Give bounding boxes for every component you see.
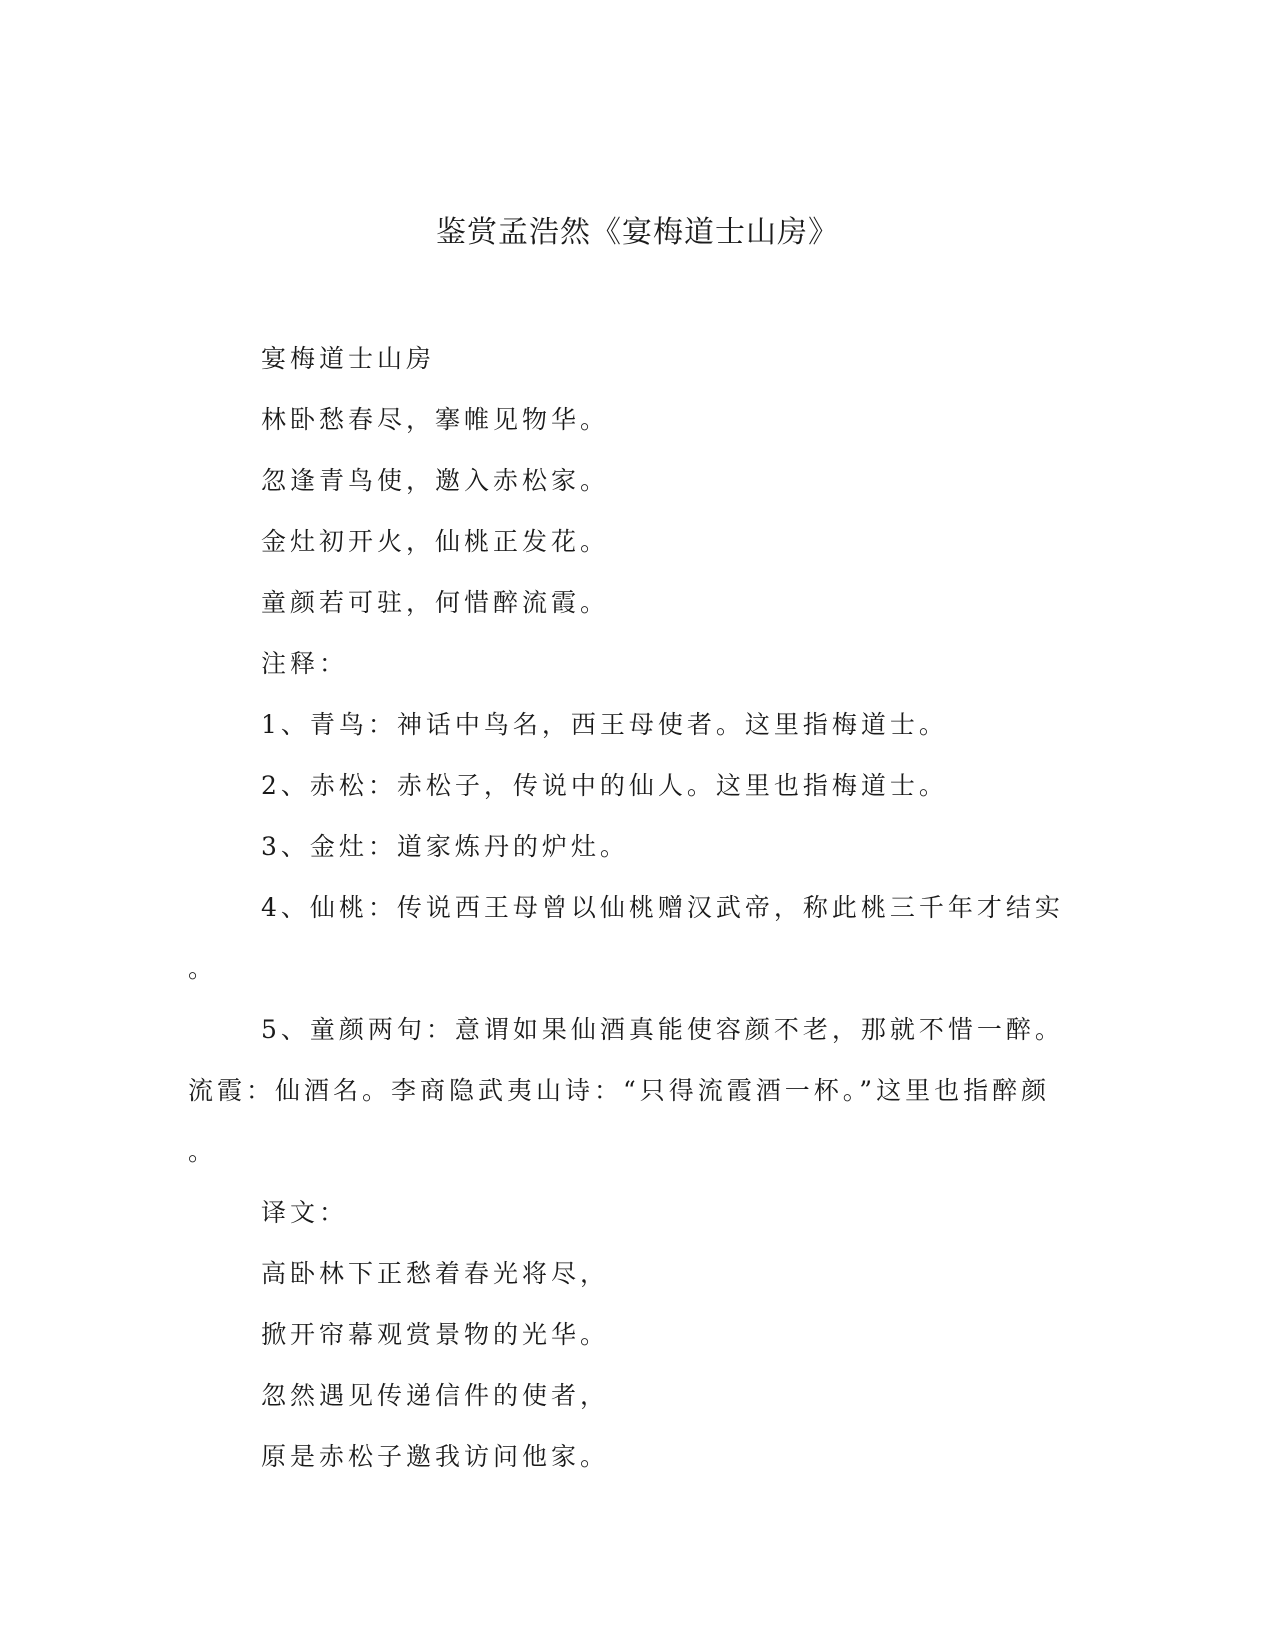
note-2: 2、赤松：赤松子，传说中的仙人。这里也指梅道士。 xyxy=(261,771,948,800)
note-5-line-2: 流霞：仙酒名。李商隐武夷山诗：“只得流霞酒一杯。”这里也指醉颜 xyxy=(188,1076,1051,1105)
document-body xyxy=(188,328,1064,1487)
poem-line: 童颜若可驻，何惜醉流霞。 xyxy=(261,588,610,617)
note-1: 1、青鸟：神话中鸟名，西王母使者。这里指梅道士。 xyxy=(261,710,948,739)
note-4-line-2: 。 xyxy=(188,954,218,983)
page-title: 鉴赏孟浩然《宴梅道士山房》 xyxy=(436,215,839,250)
translation-line: 忽然遇见传递信件的使者， xyxy=(261,1381,610,1410)
poem-line: 林卧愁春尽，搴帷见物华。 xyxy=(261,405,610,434)
translation-line: 高卧林下正愁着春光将尽， xyxy=(261,1259,610,1288)
note-4-line-1: 4、仙桃：传说西王母曾以仙桃赠汉武帝，称此桃三千年才结实 xyxy=(261,893,1064,922)
poem-line: 忽逢青鸟使，邀入赤松家。 xyxy=(261,466,610,495)
note-3: 3、金灶：道家炼丹的炉灶。 xyxy=(261,832,629,861)
poem-heading: 宴梅道士山房 xyxy=(261,344,436,373)
notes-heading: 注释： xyxy=(261,649,349,678)
translation-heading: 译文： xyxy=(261,1198,349,1227)
poem-line: 金灶初开火，仙桃正发花。 xyxy=(261,527,610,556)
note-5-line-3: 。 xyxy=(188,1137,218,1166)
translation-line: 掀开帘幕观赏景物的光华。 xyxy=(261,1320,610,1349)
note-5-line-1: 5、童颜两句：意谓如果仙酒真能使容颜不老，那就不惜一醉。 xyxy=(261,1015,1064,1044)
translation-line: 原是赤松子邀我访问他家。 xyxy=(261,1442,610,1471)
